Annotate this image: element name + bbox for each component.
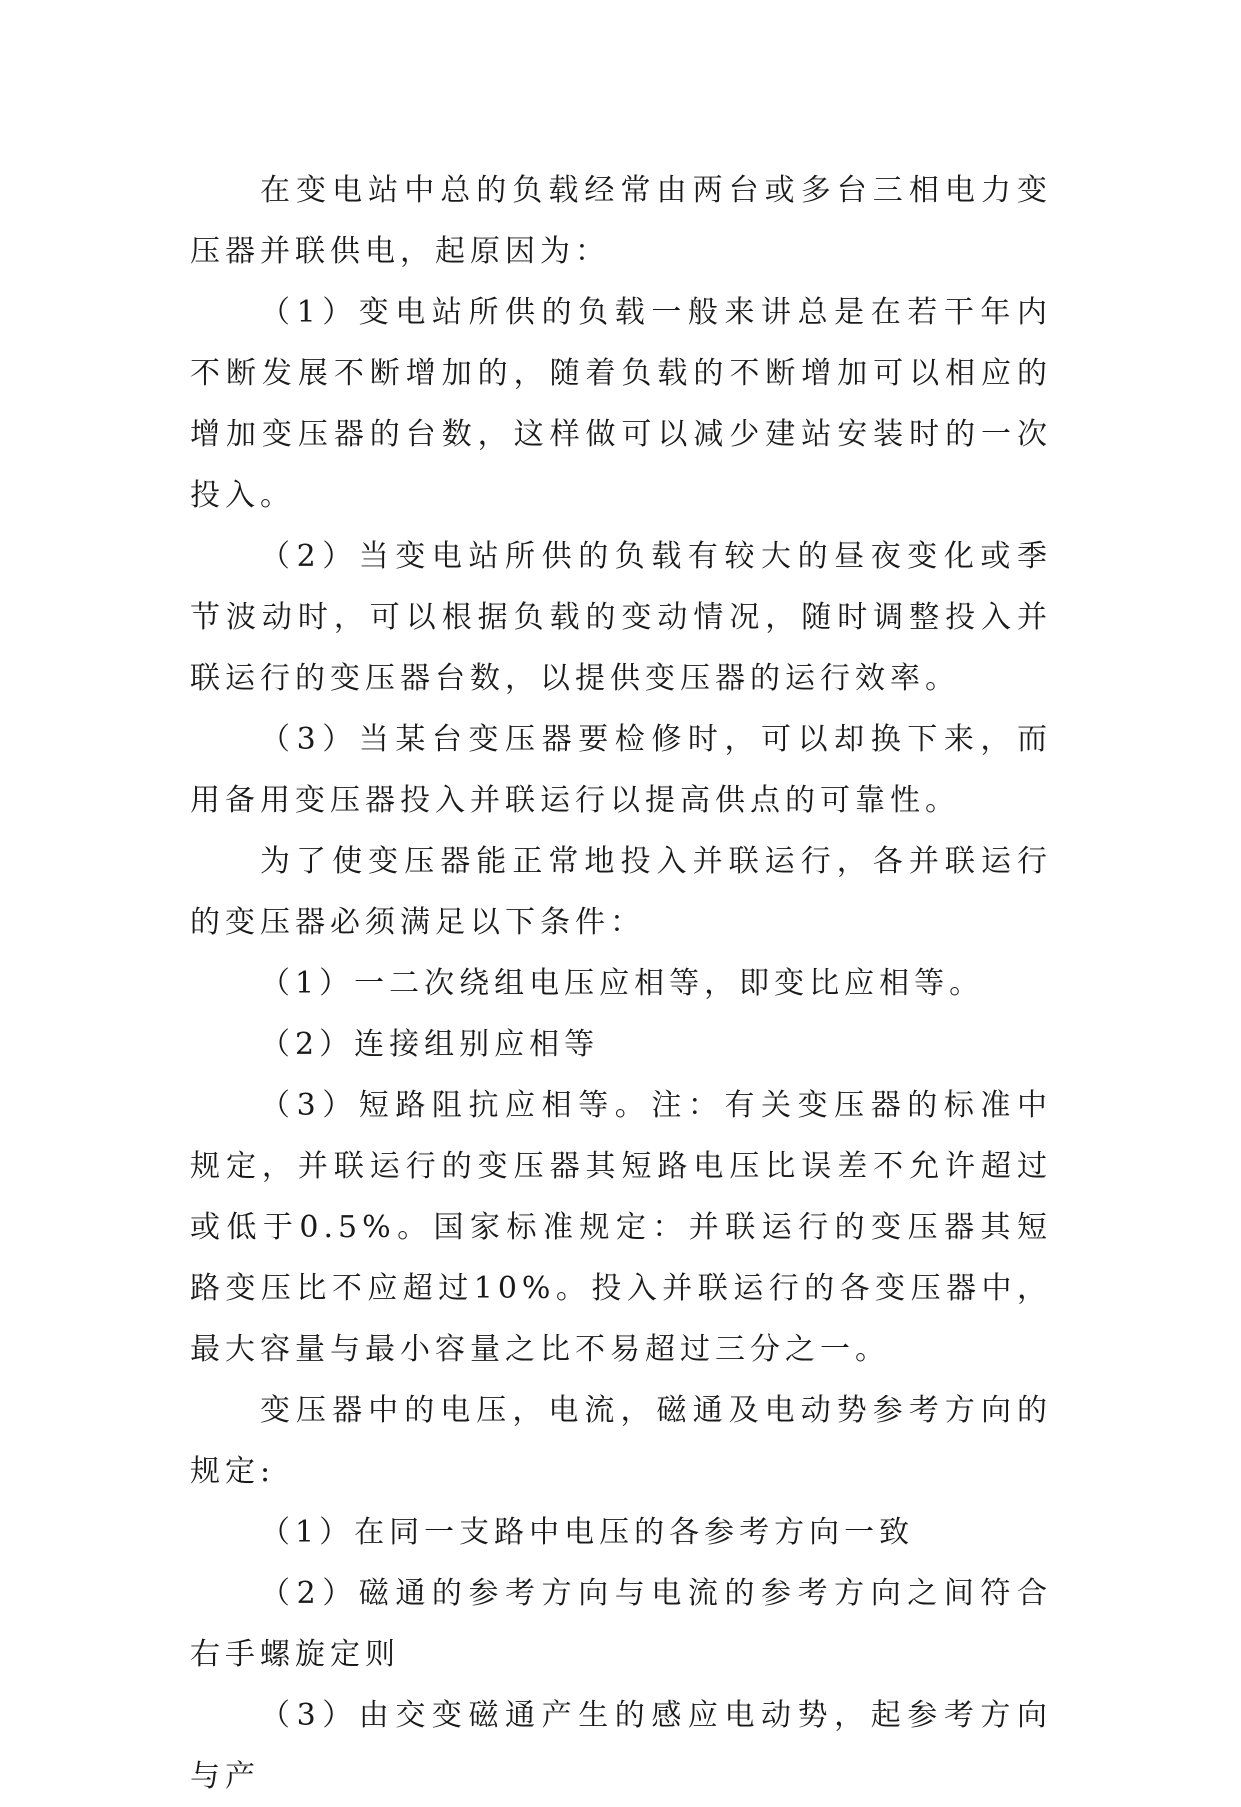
paragraph-reason-3: （3）当某台变压器要检修时，可以却换下来，而用备用变压器投入并联运行以提高供点的可靠性。 [190,722,1052,818]
paragraph-intro: 在变电站中总的负载经常由两台或多台三相电力变压器并联供电，起原因为： [190,173,1052,269]
paragraph-direction-intro: 变压器中的电压，电流，磁通及电动势参考方向的规定: [190,1393,1052,1489]
document-body [190,160,1052,1807]
paragraph-condition-1: （1）一二次绕组电压应相等，即变比应相等。 [260,966,985,1001]
paragraph-direction-1: （1）在同一支路中电压的各参考方向一致 [260,1515,915,1550]
paragraph-direction-3: （3）由交变磁通产生的感应电动势，起参考方向与产 [190,1698,1052,1794]
paragraph-reason-1: （1）变电站所供的负载一般来讲总是在若干年内不断发展不断增加的，随着负载的不断增加可以相应的增加变压器的台数，这样做可以减少建站安装时的一次投入。 [190,295,1052,513]
paragraph-conditions-intro: 为了使变压器能正常地投入并联运行，各并联运行的变压器必须满足以下条件： [190,844,1052,940]
paragraph-reason-2: （2）当变电站所供的负载有较大的昼夜变化或季节波动时，可以根据负载的变动情况，随时调整投入并联运行的变压器台数，以提供变压器的运行效率。 [190,539,1052,696]
paragraph-direction-2: （2）磁通的参考方向与电流的参考方向之间符合右手螺旋定则 [190,1576,1052,1672]
paragraph-condition-2: （2）连接组别应相等 [260,1027,600,1062]
paragraph-condition-3: （3）短路阻抗应相等。注：有关变压器的标准中规定，并联运行的变压器其短路电压比误差不允许超过或低于0.5%。国家标准规定：并联运行的变压器其短路变压比不应超过10%。投入并联运行的各变压器中，最大容量与最小容量之比不易超过三分之一。 [190,1088,1052,1367]
